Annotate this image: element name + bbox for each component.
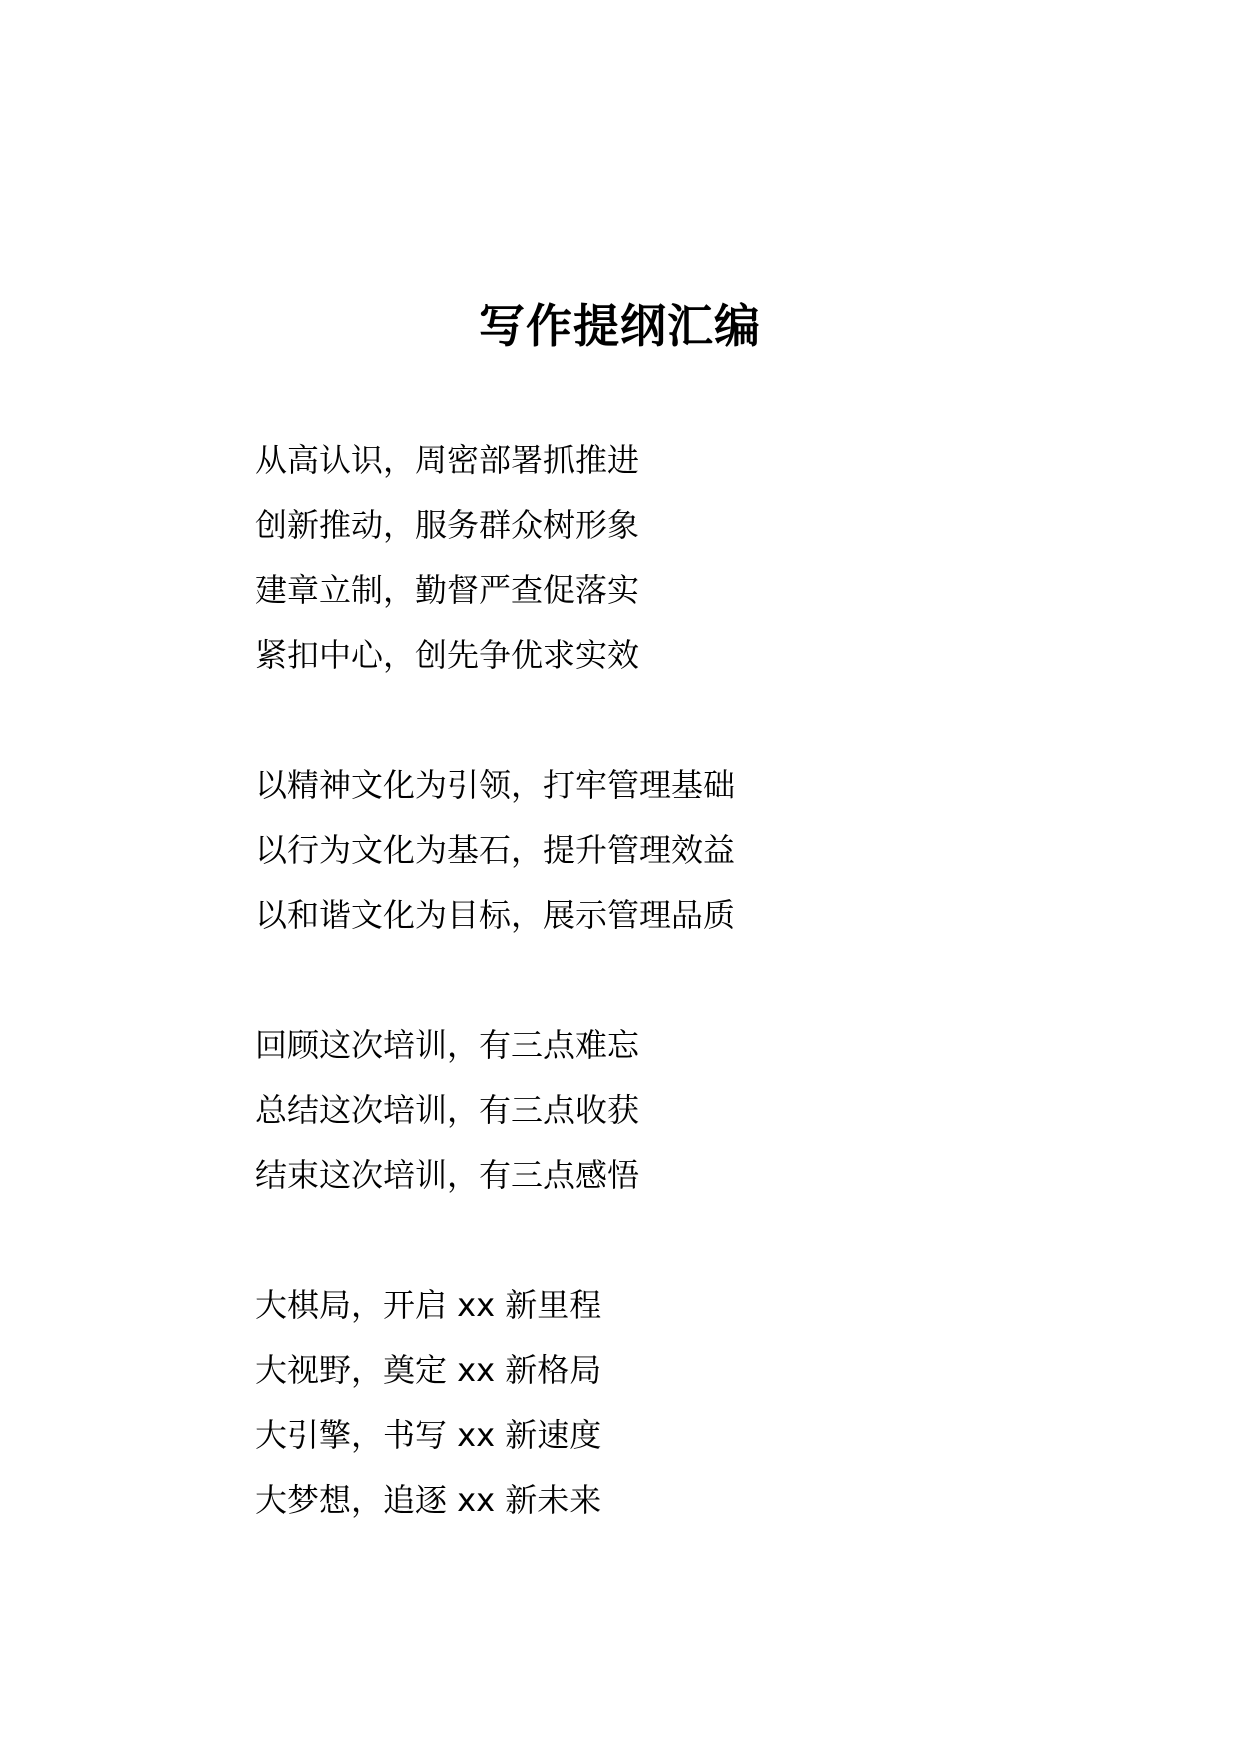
outline-line: 回顾这次培训，有三点难忘: [255, 1026, 640, 1064]
outline-group-3: [255, 1013, 1135, 1208]
outline-line: 大棋局，开启 xx 新里程: [255, 1286, 602, 1324]
outline-line: 从高认识，周密部署抓推进: [255, 441, 640, 479]
outline-line: 大梦想，追逐 xx 新未来: [255, 1481, 602, 1519]
outline-line: 以行为文化为基石，提升管理效益: [255, 831, 736, 869]
outline-content: [255, 428, 1135, 1598]
outline-line: 紧扣中心，创先争优求实效: [255, 636, 640, 674]
outline-line: 创新推动，服务群众树形象: [255, 506, 640, 544]
outline-line: 总结这次培训，有三点收获: [255, 1091, 640, 1129]
outline-line: 建章立制，勤督严查促落实: [255, 571, 640, 609]
outline-group-1: [255, 428, 1135, 688]
outline-line: 结束这次培训，有三点感悟: [255, 1156, 640, 1194]
outline-group-2: [255, 753, 1135, 948]
document-title: 写作提纲汇编: [479, 299, 761, 353]
outline-line: 以精神文化为引领，打牢管理基础: [255, 766, 736, 804]
outline-line: 大引擎，书写 xx 新速度: [255, 1416, 602, 1454]
outline-group-4: [255, 1273, 1135, 1533]
outline-line: 大视野，奠定 xx 新格局: [255, 1351, 602, 1389]
outline-line: 以和谐文化为目标，展示管理品质: [255, 896, 736, 934]
